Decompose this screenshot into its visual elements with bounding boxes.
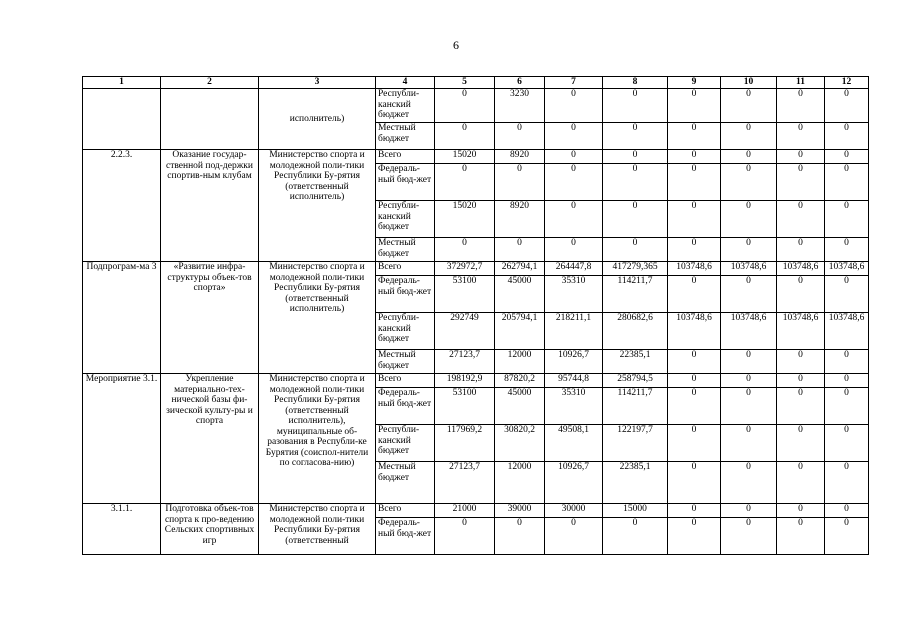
- value-cell: 0: [545, 150, 603, 164]
- funding-source: Местный бюджет: [376, 123, 435, 150]
- value-cell: 0: [668, 150, 721, 164]
- value-cell: 0: [825, 425, 869, 462]
- value-cell: 0: [721, 462, 777, 504]
- col-header: 8: [603, 77, 668, 89]
- row-name: Оказание государ-ственной под-держки спортив-ным клубам: [161, 150, 259, 262]
- col-header: 6: [495, 77, 545, 89]
- row-executor: Министерство спорта и молодежной поли-тики Республики Бу-рятия (ответственный исполнитель): [259, 262, 376, 374]
- value-cell: 117969,2: [435, 425, 495, 462]
- value-cell: 0: [435, 518, 495, 555]
- value-cell: 0: [825, 276, 869, 313]
- value-cell: 0: [603, 164, 668, 201]
- value-cell: 0: [777, 388, 825, 425]
- value-cell: 0: [777, 504, 825, 518]
- value-cell: 0: [825, 89, 869, 123]
- funding-source: Федераль-ный бюд-жет: [376, 388, 435, 425]
- funding-source: Республи-канский бюджет: [376, 313, 435, 350]
- row-executor: Министерство спорта и молодежной поли-тики Республики Бу-рятия (ответственный исполнитель): [259, 150, 376, 262]
- value-cell: 15000: [603, 504, 668, 518]
- value-cell: 0: [603, 518, 668, 555]
- value-cell: 0: [603, 238, 668, 262]
- value-cell: 0: [495, 518, 545, 555]
- funding-source: Всего: [376, 262, 435, 276]
- value-cell: 280682,6: [603, 313, 668, 350]
- value-cell: 0: [825, 201, 869, 238]
- value-cell: 35310: [545, 388, 603, 425]
- value-cell: 10926,7: [545, 462, 603, 504]
- value-cell: 30820,2: [495, 425, 545, 462]
- value-cell: 0: [603, 150, 668, 164]
- value-cell: 3230: [495, 89, 545, 123]
- page-number: 6: [453, 38, 459, 52]
- value-cell: 53100: [435, 276, 495, 313]
- funding-source: Республи-канский бюджет: [376, 201, 435, 238]
- value-cell: 103748,6: [721, 262, 777, 276]
- funding-source: Местный бюджет: [376, 238, 435, 262]
- funding-source: Федераль-ный бюд-жет: [376, 164, 435, 201]
- row-name: Укрепление материально-тех-нической базы фи-зической культу-ры и спорта: [161, 374, 259, 504]
- funding-source: Федераль-ный бюд-жет: [376, 276, 435, 313]
- value-cell: 0: [825, 150, 869, 164]
- value-cell: 0: [777, 425, 825, 462]
- table-row: [83, 89, 869, 123]
- value-cell: 12000: [495, 350, 545, 374]
- value-cell: 292749: [435, 313, 495, 350]
- value-cell: 264447,8: [545, 262, 603, 276]
- value-cell: 0: [721, 350, 777, 374]
- col-header: 12: [825, 77, 869, 89]
- value-cell: 262794,1: [495, 262, 545, 276]
- value-cell: 0: [545, 238, 603, 262]
- value-cell: 95744,8: [545, 374, 603, 388]
- value-cell: 103748,6: [777, 262, 825, 276]
- value-cell: 0: [721, 89, 777, 123]
- funding-source: Федераль-ный бюд-жет: [376, 518, 435, 555]
- value-cell: 0: [545, 201, 603, 238]
- funding-source: Местный бюджет: [376, 462, 435, 504]
- value-cell: 103748,6: [825, 313, 869, 350]
- value-cell: 0: [721, 518, 777, 555]
- col-header: 5: [435, 77, 495, 89]
- value-cell: 0: [545, 518, 603, 555]
- value-cell: 0: [721, 388, 777, 425]
- value-cell: 27123,7: [435, 462, 495, 504]
- value-cell: 0: [668, 504, 721, 518]
- funding-source: Всего: [376, 150, 435, 164]
- value-cell: 0: [777, 150, 825, 164]
- value-cell: 0: [721, 276, 777, 313]
- value-cell: 0: [825, 504, 869, 518]
- value-cell: 0: [668, 374, 721, 388]
- value-cell: 103748,6: [668, 313, 721, 350]
- value-cell: 0: [825, 123, 869, 150]
- value-cell: 45000: [495, 388, 545, 425]
- value-cell: 205794,1: [495, 313, 545, 350]
- funding-source: Всего: [376, 504, 435, 518]
- header-row: [83, 77, 869, 89]
- row-executor: Министерство спорта и молодежной поли-тики Республики Бу-рятия (ответственный исполнитель), муниципальные об-разования в Республи-ке Бурятия (соиспол-нители по согласова-нию): [259, 374, 376, 504]
- value-cell: 87820,2: [495, 374, 545, 388]
- value-cell: 0: [435, 123, 495, 150]
- col-header: 11: [777, 77, 825, 89]
- value-cell: 10926,7: [545, 350, 603, 374]
- col-header: 9: [668, 77, 721, 89]
- col-header: 4: [376, 77, 435, 89]
- value-cell: 30000: [545, 504, 603, 518]
- row-name: «Развитие инфра-структуры объек-тов спорта»: [161, 262, 259, 374]
- value-cell: 22385,1: [603, 350, 668, 374]
- col-header: 2: [161, 77, 259, 89]
- row-name: Подготовка объек-тов спорта к про-ведению Сельских спортивных игр: [161, 504, 259, 555]
- col-header: 3: [259, 77, 376, 89]
- value-cell: 12000: [495, 462, 545, 504]
- value-cell: 114211,7: [603, 388, 668, 425]
- value-cell: 0: [668, 350, 721, 374]
- value-cell: 0: [721, 504, 777, 518]
- value-cell: 0: [777, 350, 825, 374]
- value-cell: 114211,7: [603, 276, 668, 313]
- value-cell: 0: [825, 462, 869, 504]
- value-cell: 103748,6: [721, 313, 777, 350]
- value-cell: 0: [825, 518, 869, 555]
- value-cell: 0: [668, 238, 721, 262]
- value-cell: 0: [668, 123, 721, 150]
- value-cell: 22385,1: [603, 462, 668, 504]
- value-cell: 0: [777, 123, 825, 150]
- value-cell: 0: [777, 276, 825, 313]
- value-cell: 0: [777, 462, 825, 504]
- row-code: 3.1.1.: [83, 504, 161, 555]
- value-cell: 0: [435, 89, 495, 123]
- value-cell: 0: [721, 150, 777, 164]
- value-cell: 0: [777, 374, 825, 388]
- value-cell: 0: [721, 238, 777, 262]
- value-cell: 8920: [495, 150, 545, 164]
- value-cell: 0: [435, 164, 495, 201]
- table-row: [83, 504, 869, 518]
- value-cell: 0: [495, 164, 545, 201]
- value-cell: 372972,7: [435, 262, 495, 276]
- row-code: Подпрограм-ма 3: [83, 262, 161, 374]
- value-cell: 8920: [495, 201, 545, 238]
- funding-source: Всего: [376, 374, 435, 388]
- value-cell: 0: [777, 518, 825, 555]
- value-cell: 0: [721, 201, 777, 238]
- table-row: [83, 150, 869, 164]
- value-cell: 0: [825, 350, 869, 374]
- row-executor: Министерство спорта и молодежной поли-тики Республики Бу-рятия (ответственный: [259, 504, 376, 555]
- value-cell: 122197,7: [603, 425, 668, 462]
- value-cell: 417279,365: [603, 262, 668, 276]
- value-cell: 103748,6: [668, 262, 721, 276]
- col-header: 10: [721, 77, 777, 89]
- row-code: [83, 89, 161, 150]
- value-cell: 15020: [435, 201, 495, 238]
- funding-source: Местный бюджет: [376, 350, 435, 374]
- value-cell: 103748,6: [825, 262, 869, 276]
- value-cell: 0: [825, 374, 869, 388]
- value-cell: 0: [721, 374, 777, 388]
- funding-source: Республи-канский бюджет: [376, 425, 435, 462]
- budget-table: [82, 76, 869, 555]
- value-cell: 49508,1: [545, 425, 603, 462]
- value-cell: 258794,5: [603, 374, 668, 388]
- value-cell: 53100: [435, 388, 495, 425]
- table-row: [83, 374, 869, 388]
- value-cell: 198192,9: [435, 374, 495, 388]
- col-header: 1: [83, 77, 161, 89]
- value-cell: 45000: [495, 276, 545, 313]
- value-cell: 39000: [495, 504, 545, 518]
- value-cell: 21000: [435, 504, 495, 518]
- value-cell: 0: [603, 201, 668, 238]
- value-cell: 0: [603, 123, 668, 150]
- row-code: Мероприятие 3.1.: [83, 374, 161, 504]
- value-cell: 0: [777, 89, 825, 123]
- row-code: 2.2.3.: [83, 150, 161, 262]
- value-cell: 0: [777, 164, 825, 201]
- value-cell: 0: [668, 164, 721, 201]
- value-cell: 0: [668, 89, 721, 123]
- funding-source: Республи-канский бюджет: [376, 89, 435, 123]
- value-cell: 0: [495, 238, 545, 262]
- row-executor: исполнитель): [259, 89, 376, 150]
- value-cell: 0: [721, 425, 777, 462]
- value-cell: 0: [721, 164, 777, 201]
- value-cell: 15020: [435, 150, 495, 164]
- value-cell: 0: [668, 462, 721, 504]
- value-cell: 0: [825, 388, 869, 425]
- value-cell: 0: [721, 123, 777, 150]
- value-cell: 0: [435, 238, 495, 262]
- value-cell: 0: [668, 518, 721, 555]
- value-cell: 0: [668, 276, 721, 313]
- col-header: 7: [545, 77, 603, 89]
- value-cell: 0: [668, 201, 721, 238]
- row-name: [161, 89, 259, 150]
- table-row: [83, 262, 869, 276]
- value-cell: 35310: [545, 276, 603, 313]
- value-cell: 0: [495, 123, 545, 150]
- value-cell: 0: [545, 123, 603, 150]
- value-cell: 218211,1: [545, 313, 603, 350]
- value-cell: 0: [825, 164, 869, 201]
- value-cell: 0: [777, 201, 825, 238]
- value-cell: 0: [603, 89, 668, 123]
- value-cell: 0: [668, 425, 721, 462]
- value-cell: 103748,6: [777, 313, 825, 350]
- value-cell: 0: [825, 238, 869, 262]
- value-cell: 0: [545, 164, 603, 201]
- value-cell: 0: [668, 388, 721, 425]
- value-cell: 27123,7: [435, 350, 495, 374]
- value-cell: 0: [777, 238, 825, 262]
- value-cell: 0: [545, 89, 603, 123]
